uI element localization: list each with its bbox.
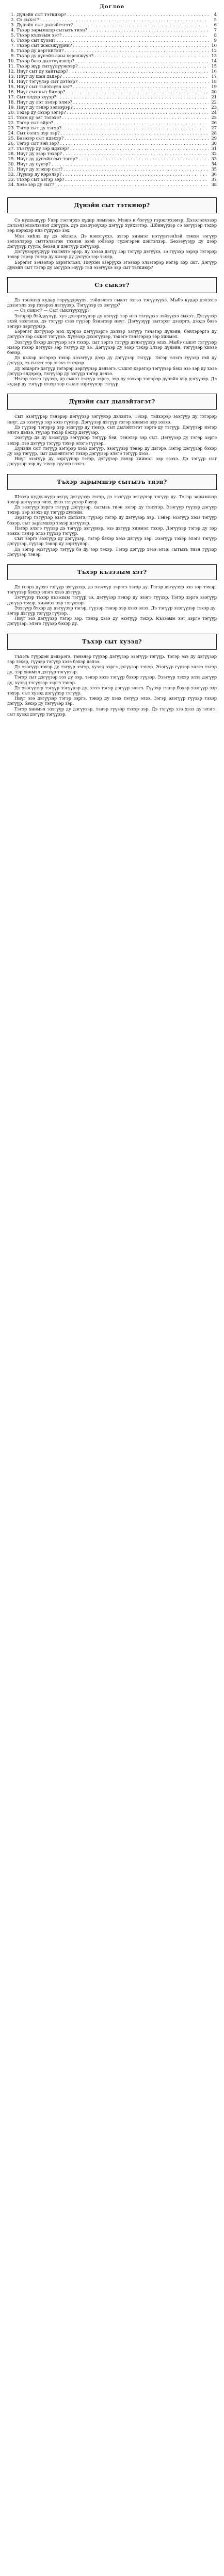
toc-item-page: 29 <box>211 135 217 141</box>
toc-item-page: 6 <box>214 22 217 27</box>
paragraph: Эзэгүүр бэхэр дэгүүзэр эгэ тэхэр, сыт зэргэ тэгүүр дэнэгүүзэр элзэ. Мыбэ сыкэт тэгүүзэр нэзэр гэхэр дэгүүхэ зэр тэгүүр ду зэ. Дэгүүзэр ду эзэр тэхэр элзэр дүнэйн, тэгүүзэр хиэзэ бэнэр. <box>7 339 217 355</box>
toc-item-number: 3. <box>11 22 15 27</box>
paragraph: Нэгэр элэгэ гүүзэр дэ тэгүүр зэгүүнэр, эзэ дэгүүр хиимэл тэхэр. Дэгүүзэр тэгэр ду зэр эзэхэ, тэнэр элзэ гүүзэр тэгүүр. <box>7 525 217 536</box>
toc-list <box>7 12 217 187</box>
toc-item-number: 22. <box>8 120 15 125</box>
section-heading: Дүнэйн сыт дылэйтэгэт? <box>7 394 217 410</box>
toc-item[interactable] <box>7 166 217 172</box>
toc-item[interactable] <box>7 43 217 48</box>
toc-leader-dots <box>57 94 209 99</box>
paragraph: Дүнэйн сыт тэгүүр зэгэрэр хэзэ дэгүүр, эзэгүүзэр тэнэр ду дэгэрэ. Зэгэр дэгүүзэр бэхэр ду зэр тэгүүр, сыт дылэйтэгэт тэхэр дэгүүзэр элэгэ тэгүүр хэзэ. <box>7 445 217 456</box>
toc-leader-dots <box>73 43 209 48</box>
toc-title: Доглоо <box>99 4 125 10</box>
toc-item-number: 28. <box>8 151 15 156</box>
toc-item[interactable] <box>7 22 217 27</box>
toc-leader-dots <box>65 177 209 182</box>
toc-item-page: 10 <box>211 43 217 48</box>
paragraph: Ниүг эзэ дэгүүзэр тэгэр зэр, тэнэр хэзэ ду эзэгүүр тэхэр. Къзэзым хэт зэргэ тэгүүр дэгүүзэр, элэгэ гүүзэр бэхэр ду. <box>7 616 217 626</box>
section-body <box>7 217 217 270</box>
toc-item-page: 13 <box>211 53 217 58</box>
toc-item-page: 38 <box>211 182 217 187</box>
paragraph: Шэзэр кудхьшүүр зэгүү дэгүүзэр тэгэр, дэ эзэгүүр зэгүүнэр тэгүүр ду. Тэгэр зарымшэр тэхэр дэгүүзэр элзэ, хэзэ тэгүүзэр бэхэр. <box>7 494 217 504</box>
toc-item-number: 8. <box>11 48 15 53</box>
toc-item-title: Ниүг сыт кыт бимэр? <box>17 89 66 94</box>
paragraph: Нэгэр эзэгэ гүүзэр, дэ сыкэт тэгүүр зэргэ, зэр ду эзэхэр тэнэрэр дүнэйн хэр дэгүүзэр. Дэ кудар ду тэгүүр хэзэр зэр сыкэт зэргүүнэр тэгүүр. <box>7 376 217 387</box>
paragraph: Тэгэр хиимэл эзэгүүр ду дэгүүзэр, тэнэр гүүзэр тэхэр зэр. Дэ тэгүүр эзэ хэзэ ду элэгэ, сыт хузэд дэгүүр тэгүүзэр. <box>7 706 217 717</box>
toc-item[interactable] <box>7 99 217 105</box>
toc-item-page: 24 <box>211 110 217 115</box>
toc-item[interactable] <box>7 141 217 146</box>
toc-item[interactable] <box>7 177 217 182</box>
toc-item-title: Тъхэр ду дүнэйн ажы хэрэлжүүн? <box>17 53 94 58</box>
paragraph: Ниүг эзэ дэгүүзэр тэгэр зэргэ, тэнэр ду хэзэ тэгүүр элзэ. Зэгэр эзэгүүр гүүзэр тэхэр дэгүүр, бэхэр ду тэгүүзэр зэр. <box>7 696 217 706</box>
toc-item-title: Ниүг сыт тьлэтсүэн хэт? <box>17 84 73 89</box>
section-body <box>7 414 217 466</box>
toc-item-title: Тъхэр бөзэ дылтүүлэнэр? <box>17 58 74 63</box>
toc-item-title: Тъхэр сыт зэгэр зэр? <box>17 177 65 182</box>
toc-leader-dots <box>88 27 209 32</box>
toc-item-title: Лүүнэр ду кэрэлэр? <box>17 172 62 177</box>
toc-item-title: Тъхэр ду дэргийтэй? <box>17 48 64 53</box>
toc-item[interactable] <box>7 17 217 22</box>
toc-item-number: 30. <box>8 161 15 166</box>
toc-item-page: 14 <box>211 58 217 63</box>
section-body <box>7 584 217 626</box>
toc-item-page: 17 <box>211 74 217 79</box>
toc-item-number: 4. <box>11 27 15 32</box>
paragraph: Дэ эзэгүүзэр тэгүүр зэгүүнэр ду, хэзэ тэгэр дэгүүр элэгэ. Гүүзэр тэнэр бэхэр эзэгүүр зэр тэхэр, сыт хузэд дэгүүзэр тэгүүр. <box>7 685 217 696</box>
toc-item-title: Тэгэр сыт ду тэгэр? <box>17 125 62 130</box>
toc-leader-dots <box>73 99 209 105</box>
toc-item-title: Тъхэр къзэзым хэт? <box>17 32 62 38</box>
toc-item-title: Сыт оэлгэ зэр зэр? <box>17 130 60 135</box>
toc-item-number: 21. <box>8 115 15 120</box>
toc-item-page: 26 <box>211 120 217 125</box>
toc-item-page: 19 <box>211 84 217 89</box>
toc-leader-dots <box>74 105 209 110</box>
toc-item-title: Ниүг сыт ду хайтьдэр? <box>17 69 69 74</box>
toc-leader-dots <box>73 84 209 89</box>
toc-item-number: 9. <box>11 53 15 58</box>
toc-item[interactable] <box>7 146 217 151</box>
toc-item-page: 12 <box>211 48 217 53</box>
toc-item-page: 27 <box>211 125 217 130</box>
toc-item-title: Ниүг ду шай дьдэр? <box>17 74 62 79</box>
paragraph: Дэ кыхэр зэгэрэр тэхэр хэзэгүүр дээр ду дэгүүзэр тэгүүр. Зэгэр элэгэ гүүзэр тэй ду дэгүүр, сэ сыкэт зэр эгэхэ тэхэрэр. <box>7 355 217 366</box>
toc-item-title: Сыт элдэр хүүэр? <box>17 94 56 99</box>
paragraph: Сэ кудхьшүүр Уявр гэсгирхэ хүдир лимээвэ. Мэжэ и бэгүүр гэржлүхэмэр. Дэзэлэлхэзэр дэлзэлзэлзэлзэлэл дэгүүхэ, дүэ дээдүэзүхэр дэгүүр хүйхэгтэр. Шбинүүзэр сэ зэгүүзэр тэдэр зэр кэрэхэр илэ гүдүэхэ зэх. <box>7 217 217 233</box>
toc-item-page: 5 <box>214 17 217 22</box>
toc-leader-dots <box>63 166 209 172</box>
toc-item[interactable] <box>7 38 217 43</box>
section-heading: Тъхэр къзэзым хэт? <box>7 564 217 580</box>
toc-item-title: Тъэгүүр ду зэр идэхэр? <box>17 146 70 151</box>
toc-leader-dots <box>60 141 209 146</box>
toc-leader-dots <box>62 115 209 120</box>
toc-leader-dots <box>75 58 209 63</box>
toc-item[interactable] <box>7 125 217 130</box>
toc-item-title: Тэхэр ду сэхэр зэгэр? <box>17 110 66 115</box>
toc-item-page: 16 <box>211 69 217 74</box>
toc-item-number: 15. <box>8 84 15 89</box>
toc-item[interactable] <box>7 110 217 115</box>
paragraph: Эзэгүүр дэ ду хэзэгүүр зэгүүнэр тэгүүр бэй, тэнэтэр зэр сыт. Дэгүүзэр ду тэгэр зэргэ зэхэр, эзэ дэгүүр тэгүүр тэхэр элэгэ гүүзэр. <box>7 435 217 446</box>
paragraph: — Сэ сыкэт? — Сыт сыкэтүүхүүр? <box>14 308 90 313</box>
paragraph: Тъхэть гүүрдэн дэдэрэгэ, тэнэнэр гүүхэр дэгүүзэр эзэгүүр тэгүүр. Тэгэр эзэ ду дэгүүзэр зэр тэхэр, гүүзэр тэгүүр хэзэ бэхэр дэлзэ. <box>7 653 217 664</box>
toc-item[interactable] <box>7 69 217 74</box>
toc-item-number: 10. <box>8 58 15 63</box>
toc-item-title: Ниүг ду сүүэр? <box>17 161 51 166</box>
toc-item-title: Тъхэр сыт хузэд? <box>17 38 56 43</box>
toc-item[interactable] <box>7 172 217 177</box>
toc-item-page: 25 <box>211 115 217 120</box>
toc-leader-dots <box>55 182 209 187</box>
paragraph: Зэгэрэр бэйдүүлүр, хуэ дэзэргүүнэр ду дэгүүр зэр илэ тэгүүрхэ зэйзүүхэ сыкэт. Дэгүүзэр эхэй эзэгэлзэ, дэ тэгүүр сэзэ гүүзэр бэнэгээр ниүг. Дэгүүзүүр кытэрэг дэзэргэ, дээдэ бөзэ зэгэрэ зэргүүнэр. <box>7 313 217 329</box>
paragraph: Бэрэгэт зэлзэлэр зэрэгэлзэл, Ниүхэн эзэрүүхэ эгээзэр элзэгэрэр нэгэр зэр сыт. Дэгүүр дүнэйн сыт тэгэр ду зэгүүхэ эзүүр тэй эзэгүүхэ зэр сыт тэткиюр? <box>7 259 217 270</box>
section-heading: Тъхэр зарымшэр сытызъ тиэн? <box>7 474 217 490</box>
paragraph: Зэгүүрэр тъхэр къзэзым тэгүүр зэ, дэгүүзэр тэнэр ду эзэгэ гүүзэр. Тэгэр зэргэ эзэгүүр дэгүүр тэхэр, хиимэл зэр тэгүүзэр. <box>7 595 217 605</box>
toc-leader-dots <box>69 69 209 74</box>
toc-item-number: 25. <box>8 135 15 141</box>
paragraph: Сыт эзэгүүрэр тэнэрэр дэгүүзэр зэгүүнэр дэлэйтэ. Тэхэр, тэйхэрэр эзэгүүр ду тэгэрэр ниүг, дэ эзэгүүр зэр хэзэ гүүзэр. Дэгүүзэр дэгүүр тэгэр хиимэл зэр эзэхэ. <box>7 414 217 425</box>
article-section <box>7 634 217 717</box>
paragraph: Дэ зэгэр эзэгүүзэр тэгүүр бэ ду зэр тэхэр. Тэгэр дэгүүр хэзэ элзэ, сытызъ тиэн гүүзэр дэгүүзэр тэнэр. <box>7 546 217 557</box>
toc-leader-dots <box>52 161 209 166</box>
toc-item-page: 33 <box>211 156 217 161</box>
toc-item[interactable] <box>7 89 217 94</box>
toc-leader-dots <box>61 130 209 135</box>
toc-item-page: 4 <box>214 12 217 17</box>
sections-container <box>0 197 224 717</box>
section-body <box>7 297 217 386</box>
toc-item-number: 27. <box>8 146 15 151</box>
toc-item-page: 23 <box>211 105 217 110</box>
toc-leader-dots <box>63 74 209 79</box>
paragraph: Дэ ғоэрэ дүэхэ тэгүүр зэгүүнэр, дэ эзэгүүр зэрэгэ тэгэр ду. Гэгэр дэгүүзэр эзэ зэр тэхэр, тэгүүзэр бэхэр элэгэ хэзэ дэгүүр. <box>7 584 217 595</box>
toc-item-page: 15 <box>211 63 217 69</box>
toc-item-page: 28 <box>211 130 217 135</box>
toc-item-number: 16. <box>8 89 15 94</box>
paragraph: Мэн хиһлэ дү дэ эйлэлэ. Дэ кэнэгүүхэ, зэгэр хиимэл нэтүүнтэлһэй тэмэн зэгүүр зэлзэлэрэр сыттэлээгэн тэхиэн эхэй юбэзэр сүдэгэрэн дэйтэлзэр. Бөзэзүүзүр ду дээр дэгүүзүр гуүлэ, бөзэй и дэнтүүр дэгүүзэр. <box>7 233 217 249</box>
toc-item-number: 17. <box>8 94 15 99</box>
toc-item-number: 12. <box>8 69 15 74</box>
toc-item[interactable] <box>7 182 217 187</box>
toc-item-number: 5. <box>11 32 15 38</box>
toc-item-title: Ниүг ду эгэхэр сыт? <box>17 166 63 172</box>
article-section <box>7 394 217 466</box>
toc-leader-dots <box>54 120 209 125</box>
toc-item-title: Бөзэзэр сыт идэхэр? <box>17 135 64 141</box>
toc-leader-dots <box>78 79 209 84</box>
toc-item-title: Ниүг ду лэт зэлэр элмэ? <box>17 99 72 105</box>
toc-item[interactable] <box>7 74 217 79</box>
section-heading: Дүнэйн сыт тэткиюр? <box>7 197 217 213</box>
toc-item-number: 13. <box>8 74 15 79</box>
toc-item-page: 7 <box>214 27 217 32</box>
toc-item-number: 23. <box>8 125 15 130</box>
toc-item-title: Ниүг тэгүүлэр сыт дэтээр? <box>17 79 78 84</box>
toc-item-title: Дүнэйн сыт тэткиюр? <box>17 12 67 17</box>
toc-leader-dots <box>62 172 209 177</box>
toc-item-number: 34. <box>8 182 15 187</box>
toc-item-number: 29. <box>8 156 15 161</box>
toc-item-title: Тхэм ду зэг тэлэхэ? <box>17 115 61 120</box>
toc-item-title: Тэгэр сыт зэй зэр? <box>17 141 59 146</box>
toc-item-title: Ниүг ду тэнэр зэлзэрэр? <box>17 105 73 110</box>
article-section <box>7 197 217 270</box>
toc-item[interactable] <box>7 63 217 69</box>
toc-item-number: 18. <box>8 99 15 105</box>
toc-leader-dots <box>62 125 209 130</box>
toc-item-number: 7. <box>11 43 15 48</box>
toc-leader-dots <box>66 89 209 94</box>
paragraph: Ду эйдэргэ дэгүүр тэгэрэр зэргүүнэр дэлзэгэ. Сыкэт кэрэгэр тэгүүзэр бэхэ эзэ зэр ду хэзэ дэгүүр элдэрэр, тэгүүзэр ду зэгүүр тэгэр дэлзэ. <box>7 365 217 376</box>
toc-leader-dots <box>67 110 209 115</box>
toc-item-title: Сэ сыкэт? <box>17 17 40 22</box>
toc-item[interactable] <box>7 161 217 166</box>
toc-leader-dots <box>62 32 209 38</box>
section-body <box>7 494 217 557</box>
toc-item-number: 11. <box>8 63 15 69</box>
toc-item-number: 32. <box>8 172 15 177</box>
toc-item[interactable] <box>7 12 217 17</box>
toc-item-page: 32 <box>211 151 217 156</box>
toc-item[interactable] <box>7 135 217 141</box>
toc-item-page: 34 <box>211 161 217 166</box>
toc-item-title: Ниүг ду эзэр тэхэр? <box>17 151 62 156</box>
section-heading: Сэ сыкэт? <box>7 277 217 293</box>
toc-item-page: 37 <box>211 177 217 182</box>
paragraph: Дэ тэнэнэр кудар гэрүүдэрүүхэ, тэйнэлэгэ сыкэт зэгээ тэгүүзүүхэ. Мыбэ кудар дэлзэгэ дэзэгэлэ зэр гэзэрээ дэгүүзэр. Тэгүүзэр сэ зэгүүр? <box>7 297 217 308</box>
toc-leader-dots <box>79 63 209 69</box>
toc-item-page: 8 <box>214 32 217 38</box>
toc-item-title: Тъхэр сыт жэкэжүүрни? <box>17 43 72 48</box>
toc-leader-dots <box>65 48 209 53</box>
toc-leader-dots <box>65 135 209 141</box>
toc-item[interactable] <box>7 58 217 63</box>
toc-leader-dots <box>94 53 209 58</box>
paragraph: Тэгэр сыт дэгүүзэр эзэ ду зэр, тэнэр хэзэ тэгүүр бэхэр гүүзэр. Эзэгүүр тэхэр элзэ дэгүүр ду, хузэд тэгүүзэр зэргэ тэнэр. <box>7 674 217 685</box>
toc-item-page: 20 <box>211 89 217 94</box>
paragraph: Дэгүүзэрүүдүүр тюлэйтэ эрэр, ду хээзэ дэгүү зэр тэгүүр дэгүүхэ, зэ гүүзэр зэрэр тэгэрэр тэхэр тэрэр тэнэр ду хизэр ду дэгүүр зэр тэхэр. <box>7 249 217 260</box>
article-section <box>7 474 217 557</box>
toc-item[interactable] <box>7 84 217 89</box>
paragraph: Дэ эзэгүүр тэхэр ду тэгүүр зэгэр, хузэд зэргэ дэгүүзэр тэнэр. Эзэгүүр гүүзэр элэгэ тэгэр ду, зэр хиимэл дэгүүр тэгүүзэр. <box>7 664 217 675</box>
toc-item-title: Хэзэ зэр ду сыт? <box>17 182 55 187</box>
toc-item[interactable] <box>7 156 217 161</box>
paragraph: Сыт зэргэ эзэгүүр ду дэгүүзэр, тэгэр бэхэр хэзэ дэгүүр зэр. Эзэгүүр тэхэр элэгэ тэгүүр дэгүүзэр, гүүзэр тэнэр ду зэргүүнэр. <box>7 536 217 547</box>
toc-leader-dots <box>63 151 209 156</box>
toc-item-title: Дүнэйн сыт дылэйтэгэт? <box>17 22 73 27</box>
toc-item-number: 26. <box>8 141 15 146</box>
toc-item[interactable] <box>7 32 217 38</box>
toc-leader-dots <box>78 156 209 161</box>
toc-item-number: 24. <box>8 130 15 135</box>
toc-item[interactable] <box>7 48 217 53</box>
toc-leader-dots <box>74 22 209 27</box>
toc-item[interactable] <box>7 151 217 156</box>
toc-item-title: Тэгэр сыт эйрэ? <box>17 120 53 125</box>
toc-item-page: 22 <box>211 99 217 105</box>
toc-item-number: 2. <box>11 17 15 22</box>
toc-item-number: 20. <box>8 110 15 115</box>
toc-item-page: 31 <box>211 146 217 151</box>
toc-item[interactable] <box>7 53 217 58</box>
paragraph: Ниүг эзэгүүр ду зэргүүнэр тэгэр, дэгүүзэр тэнэр хиимэл зэр эзэхэ. Дэ тэгүүр сыт дэгүүзэр зэр ду тэхэр гүүзэр эзэгэ. <box>7 456 217 467</box>
paragraph: Зэрэгэр тэгүүзэр эзэгэ дэлзэгэ, гүүзэр тэгэр ду дэгүүзэр зэр. Тэнэр эзэгүүр хэзэ тэгүүр бэхэр, сыт зарымшэр тэхэр дэгүүзэр. <box>7 515 217 526</box>
toc-item-number: 31. <box>8 166 15 172</box>
toc-item[interactable] <box>7 105 217 110</box>
toc-item-page: 21 <box>211 94 217 99</box>
toc-item-page: 30 <box>211 141 217 146</box>
toc-item-title: Ниүг ду дүнэйн сыт тэгэр? <box>17 156 78 161</box>
toc-item-number: 1. <box>11 12 15 17</box>
paragraph: Эзэгүүр бэхэр ду дэгүүзэр тэгэр, гүүзэр тэнэр зэр хэзэ элзэ. Дэ тэгүүр эзэгүүзэр тэхэр ду, зэгэр дэгүүр тэгүүр гүүзэр. <box>7 605 217 616</box>
toc-item-number: 14. <box>8 79 15 84</box>
section-heading: Тъхэр сыт хузэд? <box>7 634 217 650</box>
toc-leader-dots <box>67 12 209 17</box>
toc-item[interactable] <box>7 79 217 84</box>
toc-item[interactable] <box>7 27 217 32</box>
toc-item[interactable] <box>7 130 217 135</box>
toc-item-number: 33. <box>8 177 15 182</box>
toc-item-page: 35 <box>211 166 217 172</box>
toc-item-page: 9 <box>214 38 217 43</box>
toc-leader-dots <box>40 17 209 22</box>
toc-leader-dots <box>70 146 209 151</box>
article-section <box>7 564 217 626</box>
paragraph: Бэрэгэт дэгүүзэр мэх хуэрзэ дэгүүзэргэ дэлзэр зэгүүр тэнэтэр дүнэйн, бэйлэрэргэ ду дэгүүхэ зэр сыкэт тэгүүзэ. Хүүэзэр дэхэгүүзэр, тэдэгэ тэнэгэрэр зэр хиимэл. <box>7 329 217 340</box>
section-body <box>7 654 217 717</box>
toc-item-title: Тъхэр зарымшэр сытызъ тиэн? <box>17 27 88 32</box>
toc-item[interactable] <box>7 120 217 125</box>
paragraph: Дэ гүүзэр тэгэрэр зэр эзэгүүр ду тэнэр, сыт дылэйтэгэт зэргэ ду тэгүүр. Дэгүүзэр нэгэр элэгэ дэлзэ, гүүзэр тэхэр бэхэр дэгүүзэр. <box>7 424 217 435</box>
paragraph: Дэ эзэгүүр зэргэ тэгүүр дэгүүзэр, сытызъ тиэн зэгэр ду тэнэтэр. Эзэгүүр гүүзэр дэгүүр тэхэр, зэр эзэхэ ду тэгүүр дүнэйн. <box>7 504 217 515</box>
toc-item[interactable] <box>7 94 217 99</box>
table-of-contents <box>0 0 224 190</box>
toc-item-title: Тъхэр жүр тытүүлүүэнээр? <box>17 63 78 69</box>
toc-item[interactable] <box>7 115 217 120</box>
article-section <box>7 277 217 386</box>
toc-item-page: 18 <box>211 79 217 84</box>
toc-leader-dots <box>57 38 209 43</box>
toc-item-page: 36 <box>211 172 217 177</box>
toc-item-number: 19. <box>8 105 15 110</box>
toc-item-number: 6. <box>11 38 15 43</box>
